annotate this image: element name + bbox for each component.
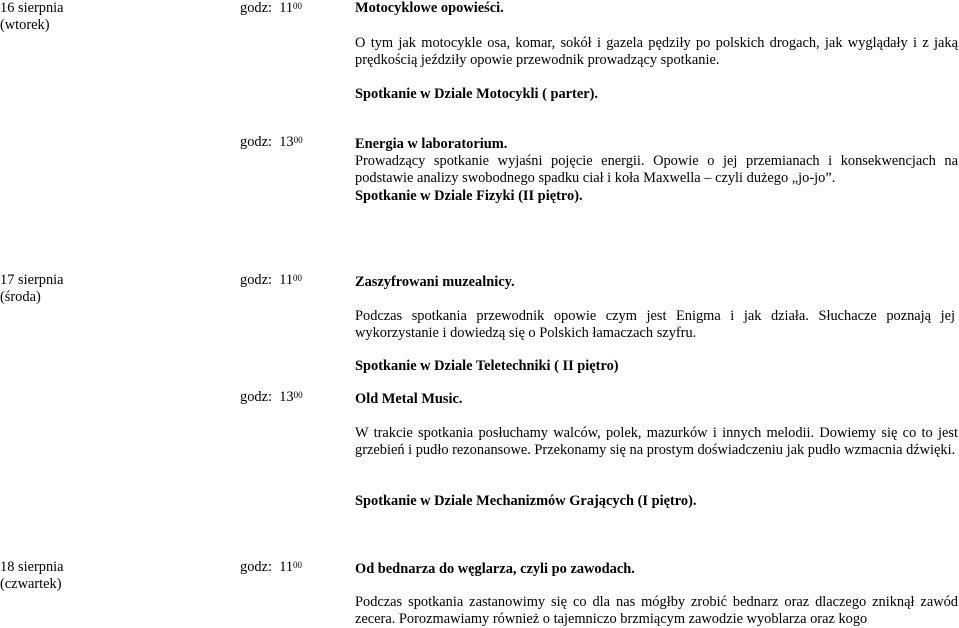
day-date: 17 sierpnia (0, 272, 64, 288)
event-description: W trakcie spotkania posłuchamy walców, polek, mazurków i innych melodii. Dowiemy się co to jest grzebień i pudło rezonansowe. Przekonamy się na prostym doświadczeniu jak pudło wzmacnia dźwięki. (355, 425, 958, 458)
event-description: Prowadzący spotkanie wyjaśni pojęcie energii. Opowie o jej przemianach i konsekwencjach na podstawie analizy swobodnego spadku ciał i koła Maxwella – czyli dużego „jo-jo”. (355, 153, 958, 186)
event-title: Energia w laboratorium. (355, 136, 508, 152)
day-weekday: (wtorek) (0, 17, 50, 33)
event-time: godz: $13^{00}$ (240, 134, 303, 150)
event-location: Spotkanie w Dziale Fizyki (II piętro). (355, 188, 583, 204)
event-time: godz: $11^{00}$ (240, 272, 303, 288)
event-description: Podczas spotkania zastanowimy się co dla nas mógłby zrobić bednarz oraz dlaczego zniknął zawód zecera. Porozmawiamy również o tajemniczo brzmiącym zawodzie wyoblarza oraz kogo (355, 594, 958, 627)
day-date: 18 sierpnia (0, 559, 64, 575)
day-weekday: (środa) (0, 289, 41, 305)
event-description: Podczas spotkania przewodnik opowie czym jest Enigma i jak działa. Słuchacze poznają jej wykorzystanie i dowiedzą się o Polskich łamaczach szyfru. (355, 308, 955, 341)
event-description: O tym jak motocykle osa, komar, sokół i gazela pędziły po polskich drogach, jak wyglądały i z jaką prędkością jeździły opowie przewodnik prowadzący spotkanie. (355, 35, 958, 68)
event-time: godz: $13^{00}$ (240, 389, 303, 405)
event-title: Motocyklowe opowieści. (355, 0, 504, 16)
event-title: Zaszyfrowani muzealnicy. (355, 274, 515, 290)
event-time: godz: $11^{00}$ (240, 559, 303, 575)
event-title: Old Metal Music. (355, 391, 463, 407)
day-date: 16 sierpnia (0, 0, 64, 16)
event-time: godz: $11^{00}$ (240, 0, 303, 16)
event-location: Spotkanie w Dziale Teletechniki ( II piętro) (355, 358, 619, 374)
event-location: Spotkanie w Dziale Mechanizmów Grających (I piętro). (355, 493, 697, 509)
event-location: Spotkanie w Dziale Motocykli ( parter). (355, 86, 599, 102)
day-weekday: (czwartek) (0, 576, 62, 592)
event-title: Od bednarza do węglarza, czyli po zawodach. (355, 561, 635, 577)
